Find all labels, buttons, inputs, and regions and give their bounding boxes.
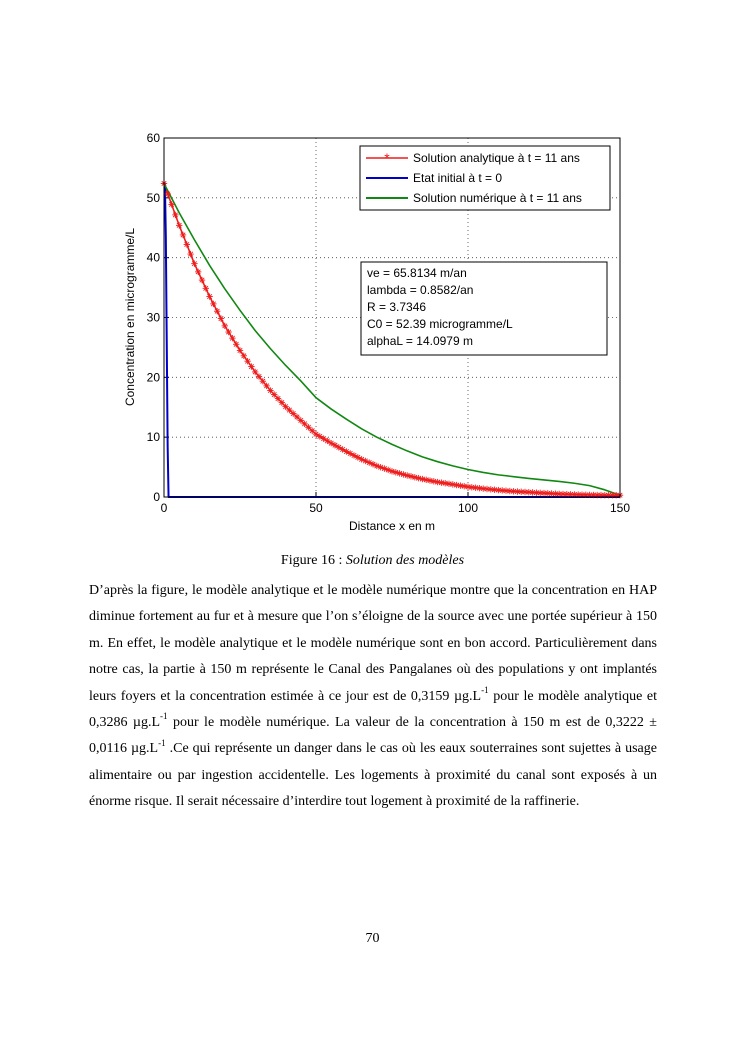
x-tick-label: 50 bbox=[309, 501, 323, 515]
page-number: 70 bbox=[365, 931, 380, 946]
superscript-1: -1 bbox=[481, 684, 489, 695]
y-tick-label: 50 bbox=[146, 190, 160, 205]
legend-label-initial: Etat initial à t = 0 bbox=[413, 171, 503, 185]
x-tick-label: 0 bbox=[160, 501, 168, 515]
paragraph-part-4: .Ce qui représente un danger dans le cas où les eaux souterraines sont sujettes à usage alimentaire ou par ingestion accidentelle. Les logements à proximité du canal sont exposés à un énorme risque. Il serait nécessaire d’interdire tout logement à proximité de la raffinerie. bbox=[89, 741, 657, 810]
paragraph-part-2: pour le modèle analytique et 0,3286 µg.L bbox=[89, 688, 658, 731]
x-tick-label: 150 bbox=[609, 501, 631, 515]
parameter-r: R = 3.7346 bbox=[367, 300, 427, 314]
parameter-lambda: lambda = 0.8582/an bbox=[367, 283, 474, 297]
legend-marker-analytique: * bbox=[384, 150, 390, 166]
y-tick-label: 20 bbox=[146, 370, 160, 385]
caption-label: Figure 16 : bbox=[280, 553, 346, 568]
analytique-marker bbox=[206, 293, 212, 299]
y-tick-label: 40 bbox=[146, 250, 160, 265]
x-tick-label: 100 bbox=[457, 501, 479, 515]
paragraph-part-1: D’après la figure, le modèle analytique et le modèle numérique montre que la concentration en HAP diminue fortement au fur et à mesure que l’on s’éloigne de la source avec une portée supérieur à 150 m. En effet, le modèle analytique et le modèle numérique sont en bon accord. Particulièrement dans notre cas, la partie à 150 m représente le Canal des Pangalanes où des populations y ont implantés leurs foyers et la concentration estimée à ce jour est de 0,3159 µg.L bbox=[89, 583, 657, 704]
superscript-2: -1 bbox=[160, 711, 168, 722]
legend-label-numerique: Solution numérique à t = 11 ans bbox=[413, 191, 582, 205]
legend bbox=[360, 146, 610, 210]
parameter-box bbox=[361, 262, 607, 355]
x-axis-label: Distance x en m bbox=[348, 519, 436, 533]
y-tick-label: 60 bbox=[146, 131, 160, 145]
analytique-marker bbox=[229, 335, 235, 341]
figure-caption bbox=[0, 553, 745, 569]
superscript-3: -1 bbox=[158, 737, 166, 748]
body-paragraph bbox=[89, 578, 657, 816]
analytique-marker bbox=[214, 308, 220, 314]
legend-label-analytique: Solution analytique à t = 11 ans bbox=[413, 151, 580, 165]
y-tick-label: 30 bbox=[146, 310, 160, 325]
analytique-marker bbox=[172, 212, 178, 218]
concentration-chart bbox=[118, 126, 638, 546]
y-tick-label: 10 bbox=[146, 430, 160, 445]
parameter-c0: C0 = 52.39 microgramme/L bbox=[367, 317, 513, 331]
analytique-marker bbox=[252, 369, 258, 375]
analytique-marker bbox=[256, 373, 262, 379]
parameter-alphal: alphaL = 14.0979 m bbox=[367, 334, 473, 348]
parameter-ve: ve = 65.8134 m/an bbox=[367, 266, 467, 280]
y-axis-label: Concentration en microgramme/L bbox=[123, 227, 137, 407]
y-tick-label: 0 bbox=[153, 490, 160, 504]
paragraph-part-3: pour le modèle numérique. La valeur de la concentration à 150 m est de 0,3222 ± 0,0116 µg.L bbox=[89, 715, 657, 757]
caption-title: Solution des modèles bbox=[345, 553, 465, 568]
